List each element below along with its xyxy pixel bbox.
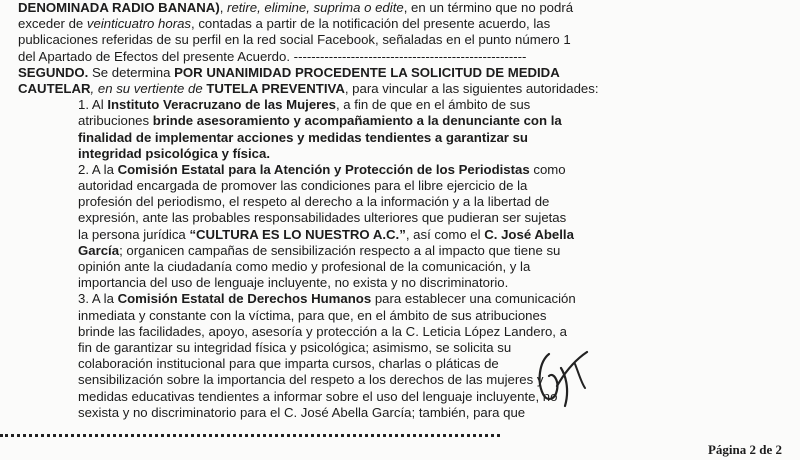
text-segment: , a fin de que en el ámbito de sus — [335, 97, 531, 113]
text-segment: sensibilización sobre la importancia del respeto a los derechos de las mujeres y — [78, 372, 544, 388]
text-segment: , contadas a partir de la notificación del presente acuerdo, las — [191, 16, 551, 32]
text-segment: Instituto Veracruzano de las Mujeres — [107, 97, 336, 113]
text-line — [18, 389, 788, 405]
text-line — [18, 259, 788, 275]
text-line — [18, 16, 788, 32]
text-segment: C. José Abella — [484, 226, 574, 242]
text-segment: ----------------------------------------------------- — [293, 48, 527, 64]
text-segment: medidas educativas tendientes a informar sobre el uso del lenguaje incluyente, no — [78, 388, 558, 404]
text-line — [18, 308, 788, 324]
text-line — [18, 130, 788, 146]
text-segment: atribuciones — [78, 113, 153, 129]
text-line — [18, 340, 788, 356]
text-segment: sexista y no discriminatorio para el C. José Abella García; también, para que — [78, 404, 526, 420]
text-segment: exceder de — [18, 16, 87, 32]
text-line — [18, 194, 788, 210]
text-line — [18, 227, 788, 243]
text-line — [18, 178, 788, 194]
text-segment: la persona jurídica — [78, 226, 190, 242]
text-segment: retire, elimine, suprima o edite — [227, 0, 404, 15]
text-segment: Se determina — [88, 64, 175, 80]
text-segment: brinde asesoramiento y acompañamiento a la denunciante con la — [152, 113, 562, 129]
text-segment: publicaciones referidas de su perfil en la red social Facebook, señaladas en el punto número 1 — [18, 32, 571, 48]
dotted-separator — [0, 434, 500, 437]
text-segment: TUTELA PREVENTIVA — [206, 80, 345, 96]
text-segment: para establecer una comunicación — [371, 291, 576, 307]
text-segment: Comisión Estatal de Derechos Humanos — [117, 291, 372, 307]
text-segment: integridad psicológica y física. — [78, 145, 271, 161]
text-line — [18, 162, 788, 178]
text-segment: CAUTELAR — [18, 80, 91, 96]
text-segment: importancia del uso de lenguaje incluyente, no exista y no discriminatorio. — [78, 275, 509, 291]
text-line — [18, 32, 788, 48]
text-segment: “CULTURA ES LO NUESTRO A.C.” — [189, 226, 406, 242]
text-segment: Comisión Estatal para la Atención y Protección de los Periodistas — [117, 161, 530, 177]
text-line — [18, 372, 788, 388]
text-segment: , — [219, 0, 228, 15]
text-line — [18, 113, 788, 129]
text-segment: 3. A la — [78, 291, 118, 307]
text-line — [18, 146, 788, 162]
text-line — [18, 275, 788, 291]
text-segment: ; organicen campañas de sensibilización respecto a al impacto que tiene su — [119, 242, 561, 258]
text-segment: , para vincular a las siguientes autoridades: — [344, 80, 599, 96]
text-line — [18, 97, 788, 113]
text-segment: POR UNANIMIDAD PROCEDENTE LA SOLICITUD DE MEDIDA — [174, 64, 560, 80]
text-segment: opinión ante la ciudadanía como medio y profesional de la comunicación, y la — [78, 259, 531, 274]
document-body — [18, 0, 788, 421]
text-segment: autoridad encargada de promover las condiciones para el libre ejercicio de la — [78, 178, 528, 194]
handwritten-signature — [535, 342, 595, 412]
text-segment: veinticuatro horas — [86, 16, 192, 32]
text-line — [18, 243, 788, 259]
text-line — [18, 81, 788, 97]
text-segment: profesión del periodismo, el respeto al derecho a la información y a la libertad de — [78, 194, 550, 210]
text-line — [18, 291, 788, 307]
text-segment: brinde las facilidades, apoyo, asesoría y protección a la C. Leticia López Landero, a — [78, 323, 567, 339]
text-line — [18, 65, 788, 81]
text-segment: finalidad de implementar acciones y medidas tendientes a garantizar su — [78, 129, 528, 145]
text-segment: SEGUNDO. — [18, 64, 89, 80]
text-segment: 2. A la — [78, 161, 118, 177]
text-segment: DENOMINADA RADIO BANANA) — [18, 0, 220, 15]
text-line — [18, 210, 788, 226]
text-segment: , en un término que no podrá — [403, 0, 574, 15]
text-segment: expresión, ante las probables responsabilidades ulteriores que pudieran ser sujetas — [78, 210, 567, 226]
text-line — [18, 49, 788, 65]
text-line — [18, 0, 788, 16]
text-segment: García — [78, 242, 120, 258]
text-line — [18, 324, 788, 340]
text-segment: 1. Al — [78, 97, 108, 113]
page-number: Página 2 de 2 — [707, 442, 782, 457]
text-segment: , así como el — [405, 226, 485, 242]
text-segment: como — [529, 161, 566, 177]
text-segment: del Apartado de Efectos del presente Acuerdo. — [18, 48, 294, 64]
text-line — [18, 405, 788, 421]
text-segment: inmediata y constante con la víctima, para que, en el ámbito de sus atribuciones — [78, 307, 547, 323]
text-segment: , en su vertiente de — [90, 80, 207, 96]
text-segment: fin de garantizar su integridad física y psicológica; asimismo, se solicita su — [78, 339, 512, 355]
text-line — [18, 356, 788, 372]
text-segment: colaboración institucional para que imparta cursos, charlas o pláticas de — [78, 356, 499, 372]
